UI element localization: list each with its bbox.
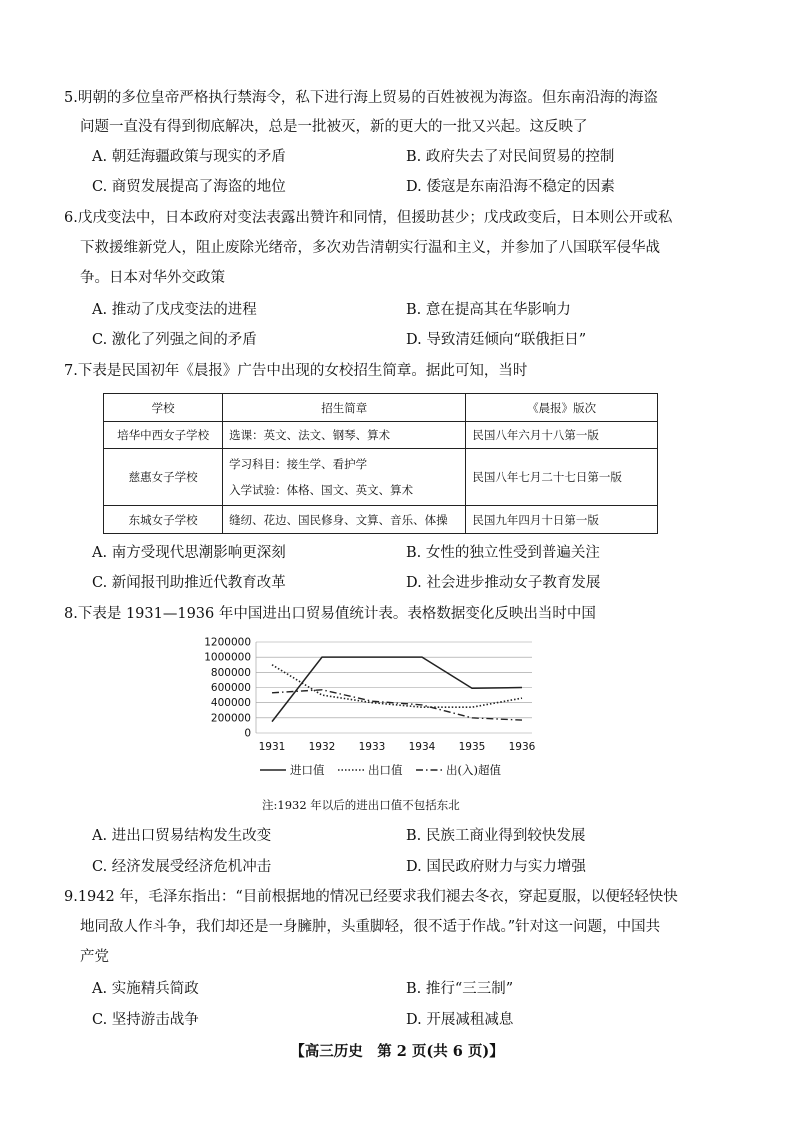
y-tick-label: 400000 <box>210 697 251 710</box>
x-tick-label: 1932 <box>308 741 336 753</box>
x-tick-label: 1936 <box>508 741 536 753</box>
x-tick-label: 1931 <box>258 741 286 753</box>
q9-option-b: B. 推行“三三制” <box>406 981 514 997</box>
q7-cell-edition: 民国八年六月十八第一版 <box>466 422 658 449</box>
q7-header-info: 招生简章 <box>223 394 466 422</box>
q7-option-c: C. 新闻报刊助推近代教育改革 <box>92 575 286 591</box>
legend-label: 出口值 <box>368 763 403 777</box>
q7-cell-edition: 民国八年七月二十七日第一版 <box>466 449 658 506</box>
legend-label: 出(入)超值 <box>446 763 501 777</box>
series-line-dotted <box>272 665 522 707</box>
q6-stem-line1: 6.戊戌变法中，日本政府对变法表露出赞许和同情，但援助甚少；戊戌政变后，日本则公开或私 <box>64 210 673 226</box>
q9-stem-line2: 地同敌人作斗争，我们却还是一身臃肿，头重脚轻，很不适于作战。”针对这一问题，中国共 <box>80 919 661 935</box>
q7-header-school: 学校 <box>104 394 223 422</box>
q7-table <box>103 393 658 534</box>
q6-option-a: A. 推动了戊戌变法的进程 <box>92 302 257 318</box>
q7-cell-edition: 民国九年四月十日第一版 <box>466 506 658 534</box>
q6-option-d: D. 导致清廷倾向“联俄拒日” <box>406 332 587 348</box>
q6-option-b: B. 意在提高其在华影响力 <box>406 302 571 318</box>
q5-option-a: A. 朝廷海疆政策与现实的矛盾 <box>92 149 286 165</box>
q5-stem-line2: 问题一直没有得到彻底解决，总是一批被灭，新的更大的一批又兴起。这反映了 <box>80 119 588 135</box>
q6-stem-line2: 下救援维新党人，阻止废除光绪帝，多次劝告清朝实行温和主义，并参加了八国联军侵华战 <box>80 240 660 256</box>
q8-option-d: D. 国民政府财力与实力增强 <box>406 859 586 875</box>
q8-option-c: C. 经济发展受经济危机冲击 <box>92 859 272 875</box>
q7-cell-info: 缝纫、花边、国民修身、文算、音乐、体操 <box>223 506 466 534</box>
q5-option-d: D. 倭寇是东南沿海不稳定的因素 <box>406 179 615 195</box>
q7-option-b: B. 女性的独立性受到普遍关注 <box>406 545 600 561</box>
q7-cell-school: 培华中西女子学校 <box>104 422 223 449</box>
q7-cell-info: 选课：英文、法文、钢琴、算术 <box>223 422 466 449</box>
q8-note: 注:1932 年以后的进出口值不包括东北 <box>262 798 460 812</box>
q5-option-b: B. 政府失去了对民间贸易的控制 <box>406 149 615 165</box>
q9-option-d: D. 开展减租减息 <box>406 1012 514 1028</box>
table-row <box>104 449 658 506</box>
q7-header-edition: 《晨报》版次 <box>466 394 658 422</box>
q9-stem-line1: 9.1942 年，毛泽东指出：“目前根据地的情况已经要求我们褪去冬衣，穿起夏服，以便轻轻快快 <box>64 889 678 905</box>
q7-option-d: D. 社会进步推动女子教育发展 <box>406 575 601 591</box>
q6-option-c: C. 激化了列强之间的矛盾 <box>92 332 257 348</box>
q7-table-header-row <box>104 394 658 422</box>
q9-stem-line3: 产党 <box>80 949 109 965</box>
y-tick-label: 0 <box>244 727 251 740</box>
q7-cell-info <box>223 449 466 506</box>
q7-stem: 7.下表是民国初年《晨报》广告中出现的女校招生简章。据此可知，当时 <box>64 363 528 379</box>
x-tick-label: 1933 <box>358 741 386 753</box>
y-tick-label: 200000 <box>210 712 251 725</box>
legend-label: 进口值 <box>290 763 325 777</box>
page-footer: 【高三历史 第 2 页(共 6 页)】 <box>290 1043 504 1060</box>
x-tick-label: 1934 <box>408 741 436 753</box>
trade-line-chart <box>204 634 570 794</box>
q8-stem: 8.下表是 1931—1936 年中国进出口贸易值统计表。表格数据变化反映出当时中国 <box>64 606 596 622</box>
q8-option-a: A. 进出口贸易结构发生改变 <box>92 828 272 844</box>
q9-option-a: A. 实施精兵简政 <box>92 981 199 997</box>
q5-stem-line1: 5.明朝的多位皇帝严格执行禁海令，私下进行海上贸易的百姓被视为海盗。但东南沿海的海盗 <box>64 90 658 106</box>
q7-cell-info-line2: 入学试验：体格、国文、英文、算术 <box>229 483 414 497</box>
q9-option-c: C. 坚持游击战争 <box>92 1012 199 1028</box>
y-tick-label: 1200000 <box>204 636 251 649</box>
q7-cell-school: 东城女子学校 <box>104 506 223 534</box>
series-line-solid <box>272 657 522 721</box>
y-tick-label: 1000000 <box>204 651 251 664</box>
q8-option-b: B. 民族工商业得到较快发展 <box>406 828 586 844</box>
table-row <box>104 506 658 534</box>
table-row <box>104 422 658 449</box>
q7-option-a: A. 南方受现代思潮影响更深刻 <box>92 545 286 561</box>
x-tick-label: 1935 <box>458 741 486 753</box>
q6-stem-line3: 争。日本对华外交政策 <box>80 270 225 286</box>
y-tick-label: 600000 <box>210 682 251 694</box>
q5-option-c: C. 商贸发展提高了海盗的地位 <box>92 179 286 195</box>
q7-cell-info-line1: 学习科目：接生学、看护学 <box>229 457 368 471</box>
y-tick-label: 800000 <box>210 666 251 679</box>
q7-cell-school: 慈惠女子学校 <box>104 449 223 506</box>
